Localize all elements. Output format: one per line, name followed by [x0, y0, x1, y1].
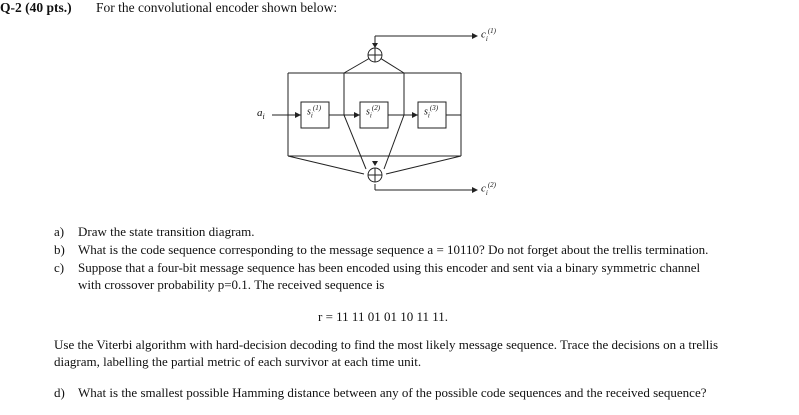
question-intro: For the convolutional encoder shown below: [96, 0, 338, 15]
register-3-label: $s_i^{(3)}$ [424, 104, 439, 120]
output-2-label: $c_i^{(2)}$ [481, 181, 497, 197]
viterbi-line-2: diagram, labelling the partial metric of each survivor at each time unit. [54, 354, 422, 369]
part-d-letter: d) [54, 385, 65, 400]
register-2-label: $s_i^{(2)}$ [366, 104, 381, 120]
part-a-text: Draw the state transition diagram. [78, 224, 255, 239]
part-a-letter: a) [54, 224, 65, 239]
question-number: Q-2 (40 pts.) [0, 0, 72, 15]
part-d-text: What is the smallest possible Hamming distance between any of the possible code sequences and the received sequence? [78, 385, 707, 400]
bottom-adder-icon [368, 168, 382, 182]
register-1-label: $s_i^{(1)}$ [307, 104, 322, 120]
part-c-letter: c) [54, 260, 65, 275]
part-c-text: Suppose that a four-bit message sequence has been encoded using this encoder and sent via a binary symmetric channel [78, 260, 701, 275]
top-adder-icon [368, 48, 382, 62]
part-b-letter: b) [54, 242, 65, 257]
input-label: $a_i$ [257, 107, 265, 122]
part-b-text: What is the code sequence corresponding to the message sequence a = 10110? Do not forget about the trellis termination. [78, 242, 709, 257]
part-c-text-2: with crossover probability p=0.1. The received sequence is [78, 277, 385, 292]
received-sequence: r = 11 11 01 01 10 11 11. [318, 309, 448, 324]
viterbi-line-1: Use the Viterbi algorithm with hard-decision decoding to find the most likely message sequence. Trace the decisions on a trellis [54, 337, 718, 352]
output-1-label: $c_i^{(1)}$ [481, 27, 497, 43]
